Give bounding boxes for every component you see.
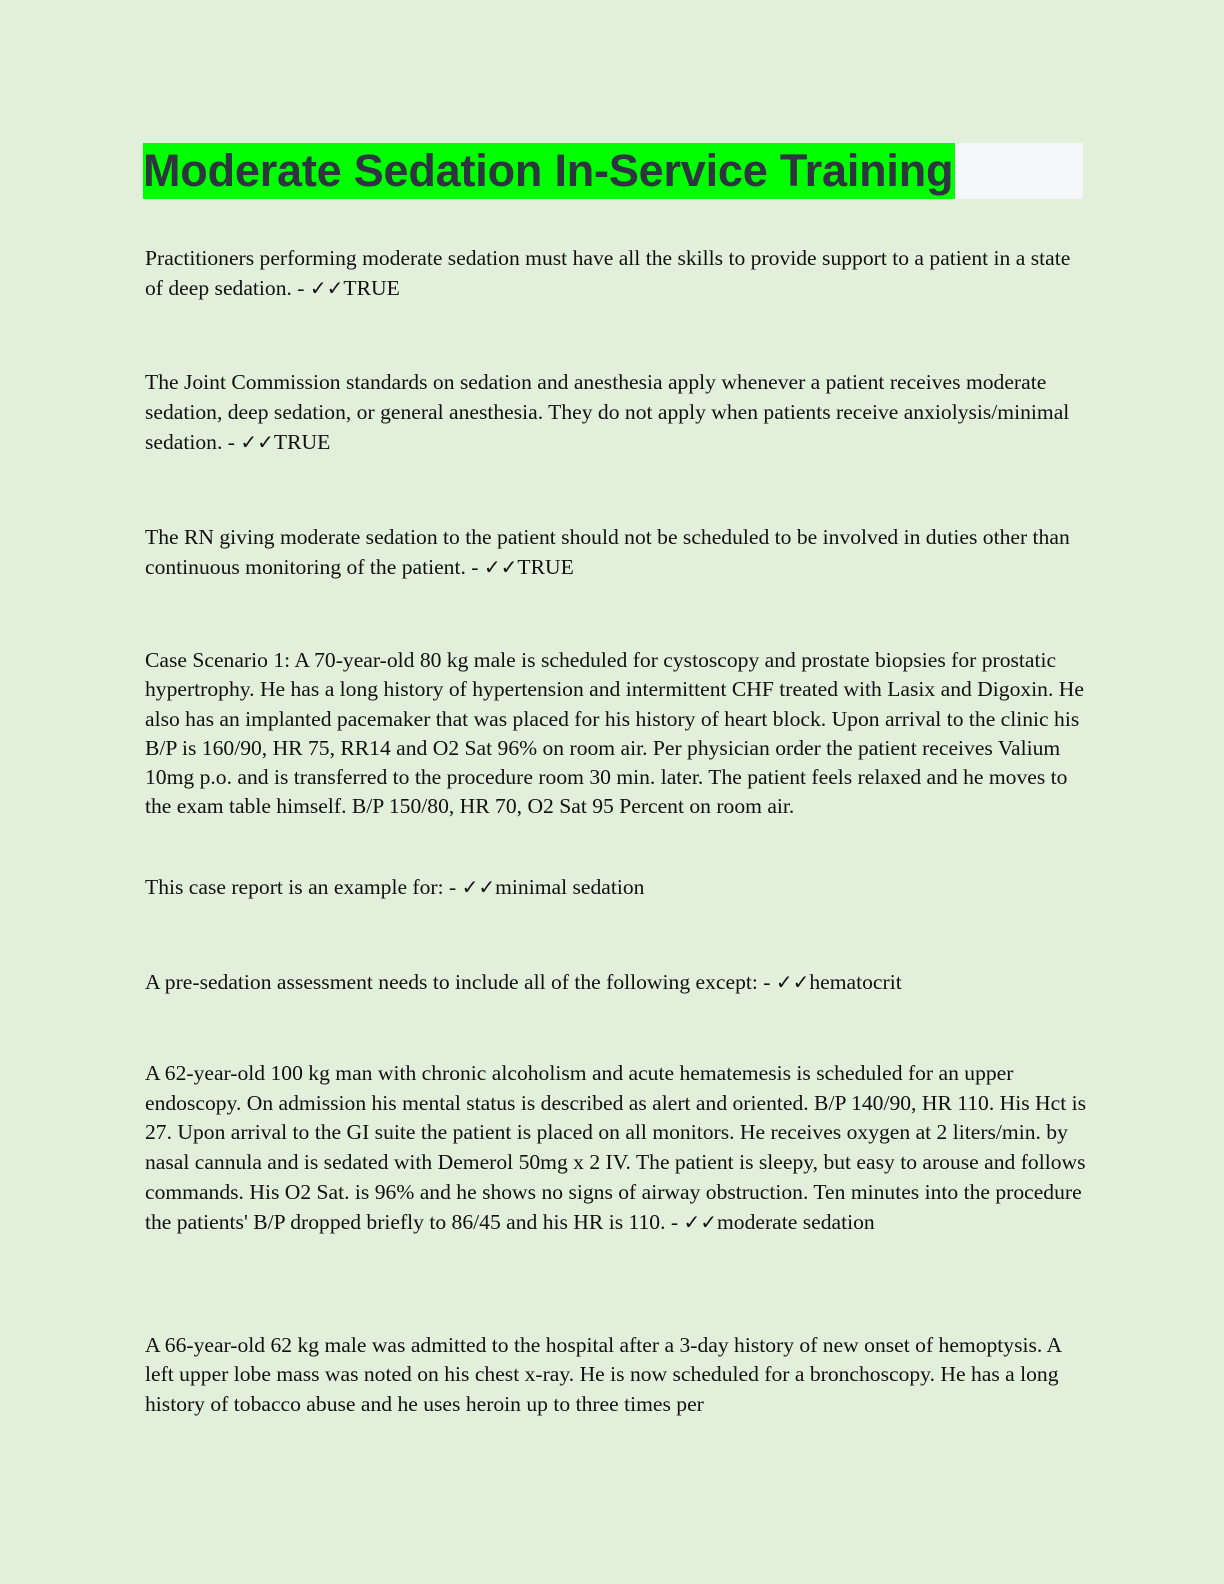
qa-item-7 [145, 1331, 1090, 1419]
answer-text: minimal sedation [495, 875, 645, 899]
question-text: This case report is an example for: - [145, 875, 462, 899]
question-text: A pre-sedation assessment needs to include all of the following except: - [145, 970, 776, 994]
case-scenario-1: Case Scenario 1: A 70-year-old 80 kg male is scheduled for cystoscopy and prostate biopsies for prostatic hypertrophy. He has a long history of hypertension and intermittent CHF treated with Lasix and Digoxin. He also has an implanted pacemaker that was placed for his history of heart block. Upon arrival to the clinic his B/P is 160/90, HR 75, RR14 and O2 Sat 96% on room air. Per physician order the patient receives Valium 10mg p.o. and is transferred to the procedure room 30 min. later. The patient feels relaxed and he moves to the exam table himself. B/P 150/80, HR 70, O2 Sat 95 Percent on room air. [145, 648, 1084, 819]
answer-text: moderate sedation [717, 1209, 875, 1234]
double-check-icon: ✓✓ [775, 970, 810, 994]
answer-text: hematocrit [809, 970, 902, 994]
question-text: The Joint Commission standards on sedation and anesthesia apply whenever a patient receives moderate sedation, deep sedation, or general anesthesia. They do not apply when patients receive anxiolysis/minimal sedation. - [145, 370, 1070, 454]
double-check-icon: ✓✓ [461, 875, 496, 899]
answer-text: TRUE [343, 276, 400, 300]
qa-item-5 [145, 967, 1090, 997]
question-text: The RN giving moderate sedation to the patient should not be scheduled to be involved in duties other than continuous monitoring of the patient. - [145, 525, 1070, 579]
page-title: Moderate Sedation In-Service Training [143, 143, 955, 199]
qa-item-4 [145, 872, 1090, 902]
qa-item-1 [145, 243, 1090, 303]
answer-text: TRUE [517, 555, 574, 579]
double-check-icon: ✓✓ [683, 1209, 717, 1234]
qa-item-3 [145, 522, 1090, 582]
title-banner [143, 143, 1083, 199]
double-check-icon: ✓✓ [483, 555, 518, 579]
qa-item-6 [145, 1059, 1090, 1237]
answer-text: TRUE [273, 430, 331, 454]
double-check-icon: ✓✓ [240, 430, 274, 454]
question-text: A 62-year-old 100 kg man with chronic alcoholism and acute hematemesis is scheduled for an upper endoscopy. On admission his mental status is described as alert and oriented. B/P 140/90, HR 110. His Hct is 27. Upon arrival to the GI suite the patient is placed on all monitors. He receives oxygen at 2 liters/min. by nasal cannula and is sedated with Demerol 50mg x 2 IV. The patient is sleepy, but easy to arouse and follows commands. His O2 Sat. is 96% and he shows no signs of airway obstruction. Ten minutes into the procedure the patients' B/P dropped briefly to 86/45 and his HR is 110. - [145, 1061, 1087, 1234]
question-text: Practitioners performing moderate sedation must have all the skills to provide support to a patient in a state of deep sedation. - [145, 246, 1071, 300]
qa-item-2 [145, 367, 1090, 457]
question-text: A 66-year-old 62 kg male was admitted to the hospital after a 3-day history of new onset of hemoptysis. A left upper lobe mass was noted on his chest x-ray. He is now scheduled for a bronchoscopy. He has a long history of tobacco abuse and he uses heroin up to three times per [145, 1333, 1061, 1416]
double-check-icon: ✓✓ [309, 276, 344, 300]
